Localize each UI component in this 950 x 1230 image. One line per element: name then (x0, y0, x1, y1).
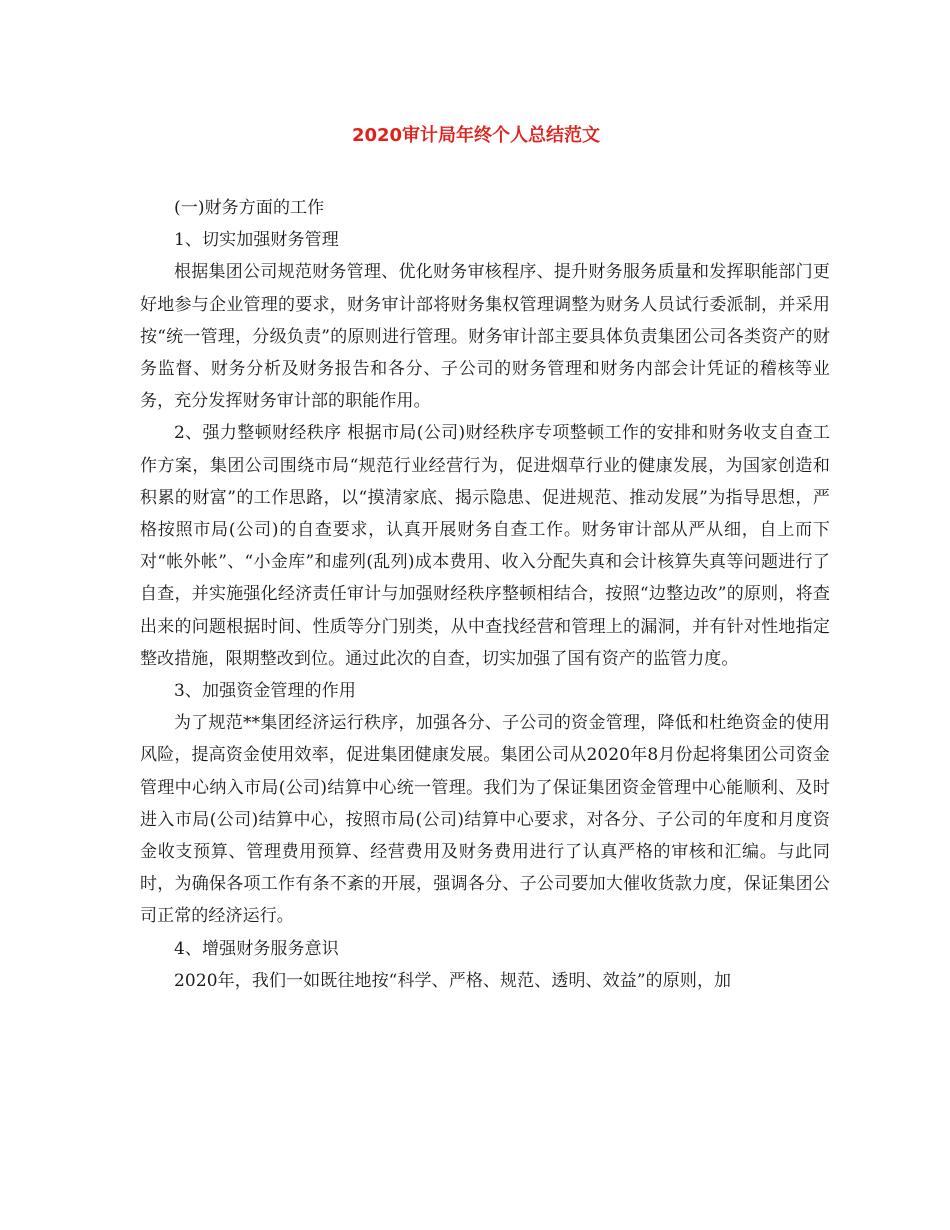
paragraph-2: 2、强力整顿财经秩序 根据市局(公司)财经秩序专项整顿工作的安排和财务收支自查工作方案，集团公司围绕市局“规范行业经营行为，促进烟草行业的健康发展，为国家创造和积累的财富”的工作思路，以“摸清家底、揭示隐患、促进规范、推动发展”为指导思想，严格按照市局(公司)的自查要求，认真开展财务自查工作。财务审计部从严从细，自上而下对“帐外帐”、“小金库”和虚列(乱列)成本费用、收入分配失真和会计核算失真等问题进行了自查，并实施强化经济责任审计与加强财经秩序整顿相结合，按照“边整边改”的原则，将查出来的问题根据时间、性质等分门别类，从中查找经营和管理上的漏洞，并有针对性地指定整改措施，限期整改到位。通过此次的自查，切实加强了国有资产的监管力度。 (140, 423, 830, 669)
subheading-4: 4、增强财务服务意识 (174, 938, 339, 959)
subheading-3: 3、加强资金管理的作用 (174, 681, 356, 702)
subheading-1: 1、切实加强财务管理 (174, 230, 339, 251)
document-title: 2020审计局年终个人总结范文 (351, 125, 601, 146)
paragraph-4: 2020年，我们一如既往地按“科学、严格、规范、透明、效益”的原则，加 (174, 970, 732, 991)
section-heading-finance: (一)财务方面的工作 (174, 198, 325, 218)
paragraph-1: 根据集团公司规范财务管理、优化财务审核程序、提升财务服务质量和发挥职能部门更好地参与企业管理的要求，财务审计部将财务集权管理调整为财务人员试行委派制，并采用按“统一管理，分级负责”的原则进行管理。财务审计部主要具体负责集团公司各类资产的财务监督、财务分析及财务报告和各分、子公司的财务管理和财务内部会计凭证的稽核等业务，充分发挥财务审计部的职能作用。 (140, 262, 830, 412)
paragraph-3: 为了规范**集团经济运行秩序，加强各分、子公司的资金管理，降低和杜绝资金的使用风险，提高资金使用效率，促进集团健康发展。集团公司从2020年8月份起将集团公司资金管理中心纳入市局(公司)结算中心统一管理。我们为了保证集团资金管理中心能顺利、及时进入市局(公司)结算中心，按照市局(公司)结算中心要求，对各分、子公司的年度和月度资金收支预算、管理费用预算、经营费用及财务费用进行了认真严格的审核和汇编。与此同时，为确保各项工作有条不紊的开展，强调各分、子公司要加大催收货款力度，保证集团公司正常的经济运行。 (140, 713, 830, 927)
document-body (140, 192, 830, 997)
